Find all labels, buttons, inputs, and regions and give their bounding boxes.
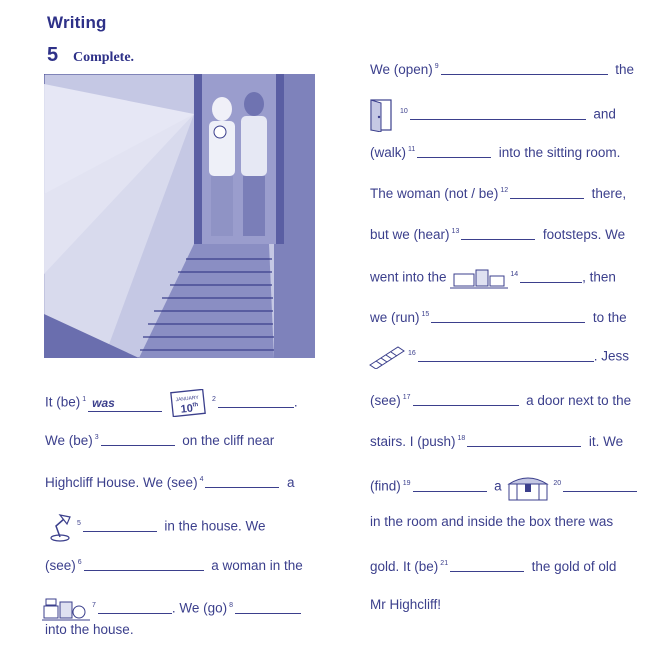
sentence-line-r11: (find) $^{19}$ a $^{20}$ <box>370 472 637 502</box>
exercise-number: 5 <box>47 44 59 66</box>
kitchen-icon <box>42 596 90 622</box>
gap-18[interactable] <box>467 434 581 447</box>
calendar-month: JANUARY <box>175 394 200 404</box>
gap-11[interactable] <box>417 145 491 158</box>
sentence-line-5: (see) $^6$ a woman in the <box>45 558 303 573</box>
sentence-line-r3: (walk) $^{11}$ into the sitting room. <box>370 145 621 160</box>
sentence-line-r13: gold. It (be) $^{21}$ the gold of old <box>370 559 617 574</box>
gap-15[interactable] <box>431 310 585 323</box>
sitting-room-icon <box>450 266 508 290</box>
gap-14[interactable] <box>520 270 582 283</box>
sentence-line-r14: Mr Highcliff! <box>370 597 442 612</box>
gap-8[interactable] <box>235 601 301 614</box>
sentence-line-r5: but we (hear) $^{13}$ footsteps. We <box>370 227 626 242</box>
sentence-line-2: We (be) $^3$ on the cliff near <box>45 433 275 448</box>
illustration-stairway <box>44 74 315 358</box>
sentence-line-3: Highcliff House. We (see) $^4$ a <box>45 475 295 490</box>
stairs-icon <box>368 345 406 369</box>
sentence-line-r12: in the room and inside the box there was <box>370 514 614 529</box>
sentence-line-r7: we (run) $^{15}$ to the <box>370 310 627 325</box>
gap-7[interactable] <box>98 601 172 614</box>
gap-17[interactable] <box>413 393 519 406</box>
gap-3[interactable] <box>101 433 175 446</box>
gap-10[interactable] <box>410 107 586 120</box>
gap-number: 1 <box>82 395 87 403</box>
lamp-icon <box>45 512 75 542</box>
gap-5[interactable] <box>83 519 157 532</box>
calendar-suffix: th <box>192 401 199 409</box>
gap-20[interactable] <box>563 479 637 492</box>
door-icon <box>368 98 398 132</box>
gap-16[interactable] <box>418 349 594 362</box>
gap-6[interactable] <box>84 558 204 571</box>
calendar-icon <box>170 389 210 417</box>
sentence-line-6: $^7$ . We (go) $^8$ <box>42 596 301 622</box>
sentence-line-r8: $^{16}$ . Jess <box>368 345 629 369</box>
gap-4[interactable] <box>205 475 279 488</box>
sentence-line-r2: $^{10}$ and <box>368 98 616 132</box>
gap-19[interactable] <box>413 479 487 492</box>
treasure-chest-icon <box>505 472 551 502</box>
exercise-instruction: Complete. <box>73 50 135 65</box>
section-title: Writing <box>47 13 107 32</box>
gap-12[interactable] <box>510 186 584 199</box>
gap-9[interactable] <box>441 62 608 75</box>
sentence-line-7: into the house. <box>45 622 134 637</box>
sentence-line-r10: stairs. I (push) $^{18}$ it. We <box>370 434 624 449</box>
gap-21[interactable] <box>450 559 524 572</box>
sentence-line-r4: The woman (not / be) $^{12}$ there, <box>370 186 627 201</box>
sentence-line-1: It (be) $^1$ was JANUARY 10th $^2$ . <box>45 389 298 417</box>
sentence-line-4: $^5$ in the house. We <box>45 512 266 542</box>
sentence-line-r1: We (open) $^9$ the <box>370 62 634 77</box>
gap-13[interactable] <box>461 227 535 240</box>
sentence-line-r9: (see) $^{17}$ a door next to the <box>370 393 632 408</box>
gap-1-answer[interactable]: was <box>88 395 162 412</box>
gap-2[interactable] <box>218 395 294 408</box>
calendar-day: 10 <box>179 402 194 416</box>
sentence-line-r6: went into the $^{14}$ , then <box>370 266 616 290</box>
